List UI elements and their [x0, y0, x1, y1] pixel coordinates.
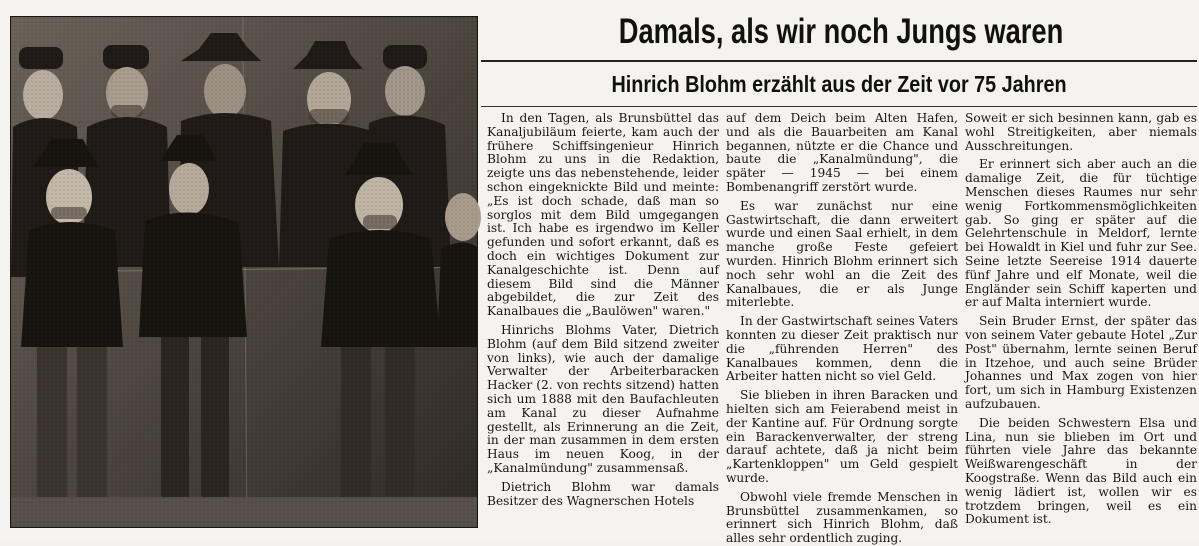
article-column-3: [965, 112, 1197, 532]
paragraph: Dietrich Blohm war damals Besitzer des Wagnerschen Hotels: [487, 479, 719, 508]
headline: Damals, als wir noch Jungs waren: [618, 12, 1064, 51]
subheadline-rule: [481, 106, 1197, 107]
paragraph: Die beiden Schwestern Elsa und Lina, nun sie blieben im Ort und führten viele Jahre das bekannte Weißwarengeschäft in der Koogstraße. Wenn das Bild auch ein wenig lädiert ist, wollen wir es trotzdem bringen, weil es ein Dokument ist.: [965, 415, 1197, 527]
photo-illustration: [11, 17, 477, 527]
paragraph: Er erinnert sich aber auch an die damalige Zeit, die für tüchtige Menschen dieses Raumes nur sehr wenig Fortkommensmöglichkeiten gab. So ging er später auf die Gelehrtenschule in Meldorf, lernte bei Howaldt in Kiel und fuhr zur See. Seine letzte Seereise 1914 dauerte fünf Jahre und elf Monate, weil die Engländer sein Schiff kaperten und er auf Malta interniert wurde.: [965, 157, 1197, 310]
paragraph: Sie blieben in ihren Baracken und hielten sich am Feierabend meist in der Kantine auf. Für Ordnung sorgte ein Barackenverwalter, der streng darauf achtete, daß ja nicht beim „Kartenkloppen" um Geld gespielt wurde.: [726, 388, 958, 485]
paragraph: Soweit er sich besinnen kann, gab es wohl Streitigkeiten, aber niemals Ausschreitungen.: [965, 111, 1197, 153]
headline-rule: [481, 60, 1197, 62]
paragraph: Hinrichs Blohms Vater, Dietrich Blohm (auf dem Bild sitzend zweiter von links), wie auch der damalige Verwalter der Arbeiterbaracken Hacker (2. von rechts sitzend) hatten sich um 1888 mit den Baufachleuten am Kanal zu dieser Aufnahme gestellt, als Erinnerung an die Zeit, in der man zusammen in dem ersten Haus im neuen Koog, in der „Kanalmündung" zusammensaß.: [487, 322, 719, 475]
paragraph: auf dem Deich beim Alten Hafen, und als die Bauarbeiten am Kanal begannen, nützte er die Chance und baute die „Kanalmündung", die später — 1945 — bei einem Bombenangriff zerstört wurde.: [726, 111, 958, 194]
subheadline: Hinrich Blohm erzählt aus der Zeit vor 75 Jahren: [611, 71, 1067, 97]
paragraph: Es war zunächst nur eine Gastwirtschaft, die dann erweitert wurde und einen Saal erhielt, in dem manche große Feste gefeiert wurden. Hinrich Blohm erinnert sich noch sehr wohl an die Zeit des Kanalbaues, die er als Junge miterlebte.: [726, 198, 958, 310]
paragraph: Obwohl viele fremde Menschen in Brunsbüttel zusammenkamen, so erinnert sich Hinrich Blohm, daß alles sehr ordentlich zuging.: [726, 489, 958, 546]
paragraph: Sein Bruder Ernst, der später das von seinem Vater gebaute Hotel „Zur Post" übernahm, lernte seinen Beruf in Itzehoe, und auch seine Brüder Johannes und Max zogen von hier fort, um sich in Hamburg Existenzen aufzubauen.: [965, 314, 1197, 411]
article-column-2: [726, 111, 958, 546]
article-column-1: [487, 112, 719, 532]
historic-group-photo: [10, 16, 478, 528]
paragraph: In den Tagen, als Brunsbüttel das Kanaljubiläum feierte, kam auch der frühere Schiffsingenieur Hinrich Blohm zu uns in die Redaktion, zeigte uns das nebenstehende, leider schon eingeknickte Bild und meinte: „Es ist doch schade, daß man so sorglos mit dem Bild umgegangen ist. Ich habe es irgendwo im Keller gefunden und sofort erkannt, daß es doch ein wichtiges Dokument zur Kanalgeschichte ist. Denn auf diesem Bild sind die Männer abgebildet, die zur Zeit des Kanalbaues die „Baulöwen" waren.": [487, 111, 719, 319]
paragraph: In der Gastwirtschaft seines Vaters konnten zu dieser Zeit praktisch nur die „führenden Herren" des Kanalbaues kommen, denn die Arbeiter hatten nicht so viel Geld.: [726, 314, 958, 384]
